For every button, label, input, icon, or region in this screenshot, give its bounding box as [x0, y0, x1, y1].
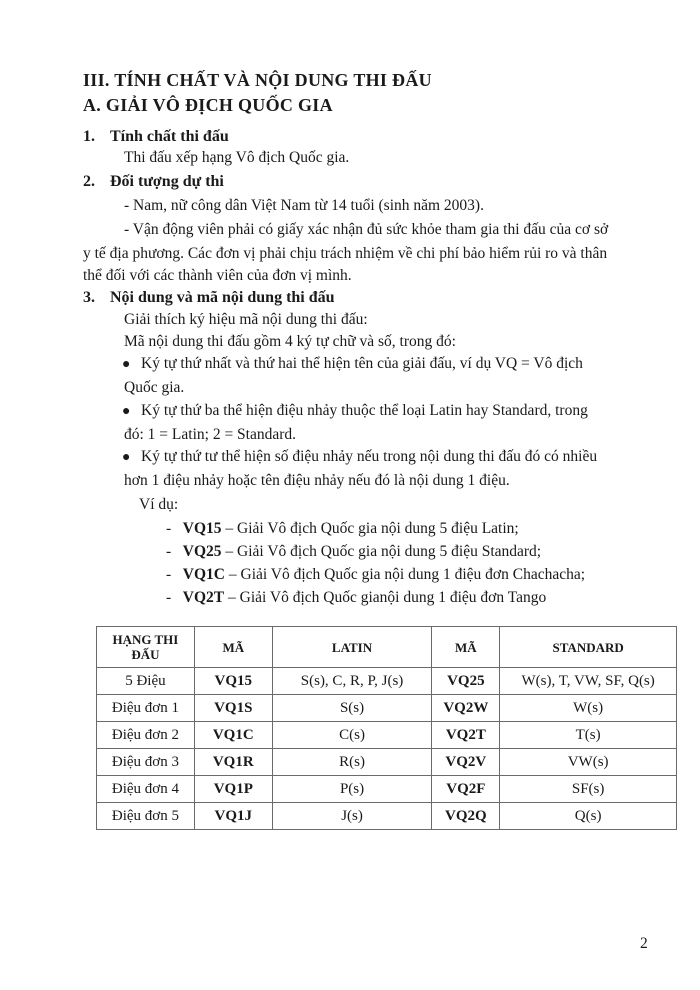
section-3-intro-2: Mã nội dung thi đấu gồm 4 ký tự chữ và số, trong đó:	[124, 333, 456, 350]
cell-standard-code: VQ2W	[432, 695, 500, 722]
section-2-line-4: thể đối với các thành viên của đơn vị mình.	[83, 267, 352, 284]
cell-category: Điệu đơn 5	[97, 803, 195, 830]
example-desc: – Giải Vô địch Quốc gia nội dung 1 điệu đơn Chachacha;	[225, 566, 586, 583]
section-2-number: 2.	[83, 173, 95, 190]
page-number: 2	[640, 935, 648, 952]
bullet-3-line-1: Ký tự thứ tư thể hiện số điệu nhảy nếu trong nội dung thi đấu đó có nhiều	[141, 448, 598, 465]
section-2-line-1: - Nam, nữ công dân Việt Nam từ 14 tuổi (sinh năm 2003).	[124, 197, 484, 214]
header-category: HẠNG THI ĐẤU	[97, 627, 195, 668]
example-label: Ví dụ:	[139, 496, 179, 513]
cell-standard: T(s)	[500, 722, 677, 749]
example-item: - VQ15 – Giải Vô địch Quốc gia nội dung 5 điệu Latin;	[166, 520, 519, 537]
header-latin-code: MÃ	[194, 627, 272, 668]
cell-category: Điệu đơn 4	[97, 776, 195, 803]
bullet-1-line-2: Quốc gia.	[124, 379, 185, 396]
example-desc: – Giải Vô địch Quốc gianội dung 1 điệu đơn Tango	[224, 589, 547, 606]
bullet-icon: ●	[122, 450, 131, 465]
cell-latin: P(s)	[272, 776, 432, 803]
cell-standard-code: VQ2T	[432, 722, 500, 749]
section-1-text: Thi đấu xếp hạng Vô địch Quốc gia.	[124, 149, 350, 166]
cell-standard-code: VQ2V	[432, 749, 500, 776]
cell-standard: W(s)	[500, 695, 677, 722]
example-code: VQ25	[182, 543, 222, 560]
cell-latin: S(s)	[272, 695, 432, 722]
section-1-number: 1.	[83, 128, 95, 145]
header-standard: STANDARD	[500, 627, 677, 668]
dance-code-table	[96, 626, 677, 830]
example-item: - VQ1C – Giải Vô địch Quốc gia nội dung 1 điệu đơn Chachacha;	[166, 566, 586, 583]
table-row	[97, 668, 677, 695]
example-code: VQ1C	[182, 566, 225, 583]
cell-latin: R(s)	[272, 749, 432, 776]
cell-standard: Q(s)	[500, 803, 677, 830]
cell-latin-code: VQ15	[194, 668, 272, 695]
example-item: - VQ2T – Giải Vô địch Quốc gianội dung 1 điệu đơn Tango	[166, 589, 547, 606]
cell-standard-code: VQ25	[432, 668, 500, 695]
cell-latin-code: VQ1S	[194, 695, 272, 722]
section-2-title: Đối tượng dự thi	[110, 173, 224, 190]
example-code: VQ15	[182, 520, 222, 537]
example-desc: – Giải Vô địch Quốc gia nội dung 5 điệu Latin;	[221, 520, 519, 537]
bullet-icon: ●	[122, 404, 131, 419]
cell-latin-code: VQ1R	[194, 749, 272, 776]
example-item: - VQ25 – Giải Vô địch Quốc gia nội dung 5 điệu Standard;	[166, 543, 542, 560]
section-3-intro-1: Giải thích ký hiệu mã nội dung thi đấu:	[124, 311, 368, 328]
cell-standard-code: VQ2Q	[432, 803, 500, 830]
cell-category: Điệu đơn 2	[97, 722, 195, 749]
cell-latin: J(s)	[272, 803, 432, 830]
cell-category: Điệu đơn 3	[97, 749, 195, 776]
cell-latin: S(s), C, R, P, J(s)	[272, 668, 432, 695]
cell-category: 5 Điệu	[97, 668, 195, 695]
example-desc: – Giải Vô địch Quốc gia nội dung 5 điệu Standard;	[221, 543, 542, 560]
bullet-2-line-1: Ký tự thứ ba thể hiện điệu nhảy thuộc thể loại Latin hay Standard, trong	[141, 402, 588, 419]
table-row	[97, 776, 677, 803]
section-2-line-2: - Vận động viên phải có giấy xác nhận đủ sức khỏe tham gia thi đấu của cơ sở	[124, 221, 609, 238]
cell-standard: SF(s)	[500, 776, 677, 803]
example-code: VQ2T	[182, 589, 225, 606]
header-latin: LATIN	[272, 627, 432, 668]
bullet-1-line-1: Ký tự thứ nhất và thứ hai thể hiện tên của giải đấu, ví dụ VQ = Vô địch	[141, 355, 583, 372]
cell-latin-code: VQ1J	[194, 803, 272, 830]
cell-category: Điệu đơn 1	[97, 695, 195, 722]
table-header-row	[97, 627, 677, 668]
table-row	[97, 722, 677, 749]
heading-section-a: A. GIẢI VÔ ĐỊCH QUỐC GIA	[83, 95, 333, 115]
bullet-2-line-2: đó: 1 = Latin; 2 = Standard.	[124, 426, 297, 443]
cell-standard: VW(s)	[500, 749, 677, 776]
cell-standard: W(s), T, VW, SF, Q(s)	[500, 668, 677, 695]
cell-latin: C(s)	[272, 722, 432, 749]
bullet-3-line-2: hơn 1 điệu nhảy hoặc tên điệu nhảy nếu đó là nội dung 1 điệu.	[124, 472, 510, 489]
cell-latin-code: VQ1C	[194, 722, 272, 749]
table-row	[97, 803, 677, 830]
section-3-number: 3.	[83, 289, 95, 306]
heading-section-iii: III. TÍNH CHẤT VÀ NỘI DUNG THI ĐẤU	[83, 70, 432, 90]
section-1-title: Tính chất thi đấu	[110, 128, 229, 145]
table-row	[97, 695, 677, 722]
header-standard-code: MÃ	[432, 627, 500, 668]
section-3-title: Nội dung và mã nội dung thi đấu	[110, 289, 335, 306]
cell-latin-code: VQ1P	[194, 776, 272, 803]
table-row	[97, 749, 677, 776]
bullet-icon: ●	[122, 357, 131, 372]
section-2-line-3: y tế địa phương. Các đơn vị phải chịu trách nhiệm về chi phí bảo hiểm rủi ro và thân	[83, 245, 608, 262]
cell-standard-code: VQ2F	[432, 776, 500, 803]
